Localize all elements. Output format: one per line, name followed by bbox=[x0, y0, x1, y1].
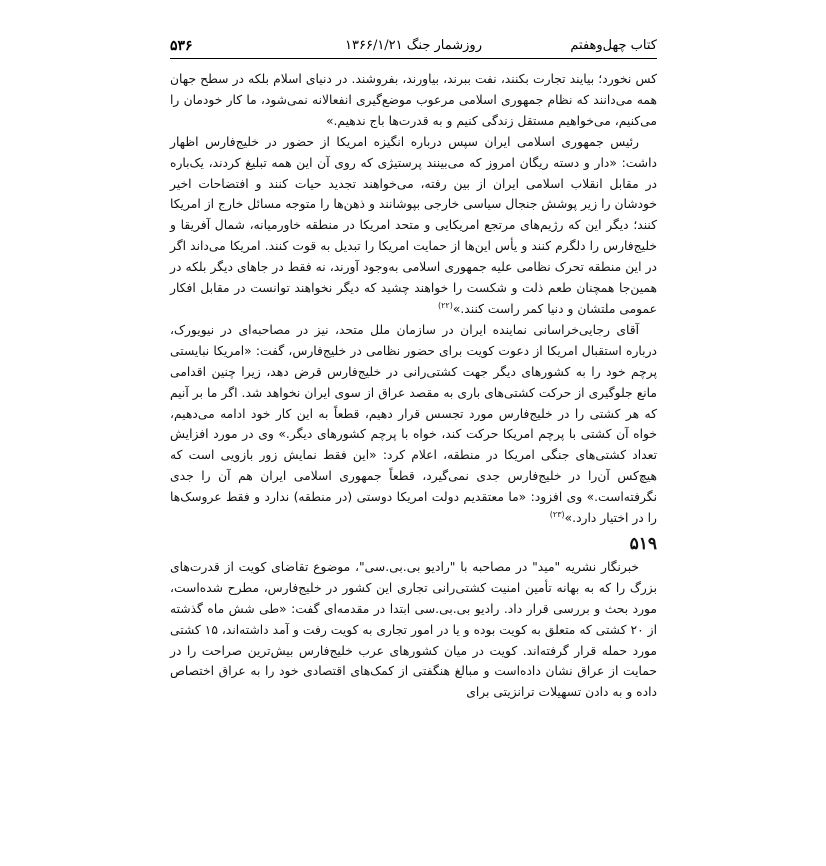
footnote-ref: (۲۲) bbox=[438, 300, 453, 310]
page-number: ۵۳۶ bbox=[170, 38, 193, 54]
paragraph-text: آقای رجایی‌خراسانی نماینده ایران در سازمان ملل متحد، نیز در مصاحبه‌ای در نیویورک، درباره استقبال امریکا از دعوت کویت برای حضور نظامی در خلیج‌فارس، گفت: «امریکا نبایستی پرچم خود را به کشورهای دیگر جهت کشتی‌رانی در خلیج‌فارس قرض دهد، زیرا چنین اقدامی مانع جلوگیری از حرکت کشتی‌های باری به مقصد عراق از سوی ایران نخواهد شد. اگر ما بر آنیم که هر کشتی را در خلیج‌فارس مورد تجسس قرار دهیم، قطعاً به این کار خود ادامه می‌دهیم، خواه آن کشتی با پرچم امریکا حرکت کند، خواه با پرچم کشورهای دیگر.» وی در مورد افزایش تعداد کشتی‌های جنگی امریکا در منطقه، اعلام کرد: «این فقط نمایش زور بازویی است که هیچ‌کس آن‌را در خلیج‌فارس جدی نمی‌گیرد، قطعاً جمهوری اسلامی ایران هم آن را جدی نگرفته‌است.» وی افزود: «ما معتقدیم دولت امریکا دوستی (در منطقه) ندارد و فقط عروسک‌ها را در اختیار دارد.» bbox=[170, 322, 657, 526]
page-body bbox=[170, 69, 657, 703]
paragraph-rajaei-khorasani bbox=[170, 320, 657, 529]
paragraph-text: رئیس جمهوری اسلامی ایران سپس درباره انگیزه امریکا از حضور در خلیج‌فارس اظهار داشت: «دار و دسته ریگان امروز که می‌بینند پرستیژی که روی آن این همه تبلیغ کردند، یک‌باره در مقابل انقلاب اسلامی ایران از بین رفته، می‌خواهند تجدید حیات کنند و افتضاحات اخیر خودشان را زیر پوشش جنجال سیاسی خارجی بپوشانند و ذهن‌ها را متوجه مسائل خارج از امریکا کنند؛ دیگر این که رژیم‌های مرتجع امریکایی و متحد امریکا در منطقه خاورمیانه، شمال آفریقا و خلیج‌فارس را دلگرم کنند و یأس این‌ها از حمایت امریکا را تبدیل به قوت کنند. امریکا می‌داند اگر در این منطقه تحرک نظامی علیه جمهوری اسلامی به‌وجود آورند، نه فقط در جاهای دیگر بلکه در همین‌جا همچنان طعم ذلت و شکست را خواهند چشید که دیگر نخواهند توانست در مقابل افکار عمومی ملتشان و دنیا کمر راست کنند.» bbox=[170, 134, 657, 316]
paragraph-continuation: کس نخورد؛ بیایند تجارت بکنند، نفت ببرند، بیاورند، بفروشند. در دنیای اسلام بلکه در سطح جهان همه می‌دانند که نظام جمهوری اسلامی مرعوب موضع‌گیری انفعالانه نمی‌شود، ما کار خودمان را می‌کنیم، می‌خواهیم مستقل زندگی کنیم و به قدرت‌ها باج ندهیم.» bbox=[170, 72, 657, 128]
header-divider bbox=[170, 58, 657, 59]
page-header bbox=[170, 38, 657, 56]
footnote-ref: (۲۳) bbox=[549, 509, 565, 519]
running-title: روزشمار جنگ ۱۳۶۶/۱/۲۱ bbox=[345, 38, 482, 53]
book-title: کتاب چهل‌وهفتم bbox=[570, 38, 657, 53]
paragraph-president-statement bbox=[170, 132, 657, 320]
section-number: ۵۱۹ bbox=[629, 533, 657, 554]
paragraph-meed-bbc: خبرنگار نشریه "مید" در مصاحبه با "رادیو بی.بی.سی"، موضوع تقاضای کویت از قدرت‌های بزرگ را که به بهانه تأمین امنیت کشتی‌رانی تجاری این کشور در خلیج‌فارس، مطرح شده‌است، مورد بحث و بررسی قرار داد. رادیو بی.بی.سی ابتدا در مقدمه‌ای گفت: «طی شش ماه گذشته از ۲۰ کشتی که متعلق به کویت بوده و یا در امور تجاری به کویت رفت و آمد داشته‌اند، ۱۵ کشتی مورد حمله قرار گرفته‌اند. کویت در میان کشورهای عرب خلیج‌فارس بیش‌ترین صراحت را در حمایت از عراق نشان داده‌است و مبالغ هنگفتی از کمک‌های اقتصادی خود را به عراق اختصاص داده و به دادن تسهیلات ترانزیتی برای bbox=[170, 559, 657, 700]
